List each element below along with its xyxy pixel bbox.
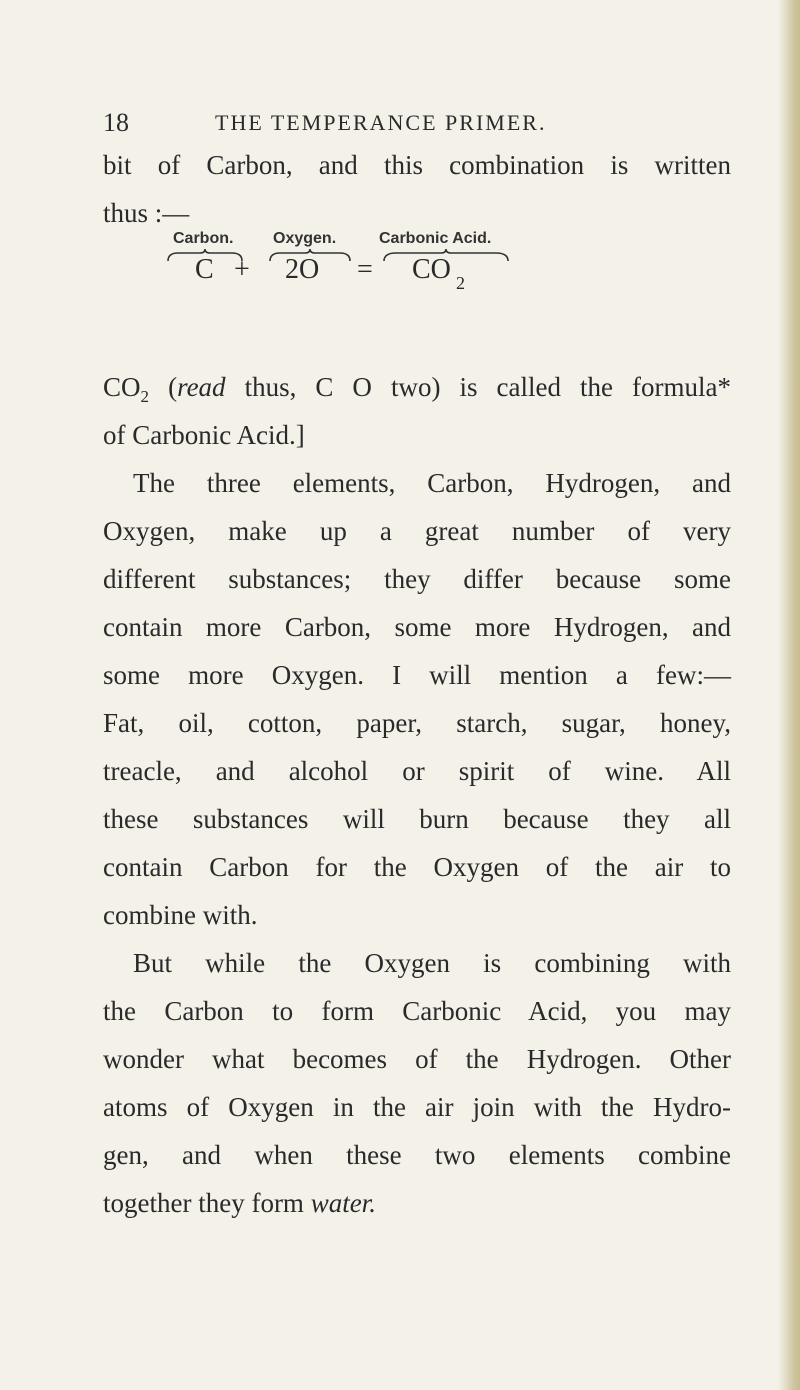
text-line: The three elements, Carbon, Hydrogen, and	[133, 468, 731, 498]
formula-subscript: 2	[140, 387, 150, 406]
text-line: bit of Carbon, and this combination is written	[103, 150, 731, 180]
body-text	[103, 363, 731, 1227]
text-line: Oxygen, make up a great number of very	[103, 516, 731, 546]
formula-line: $CO_2$ (read thus, C O two) is called the formula*	[103, 372, 732, 406]
text-line: Fat, oil, cotton, paper, starch, sugar, honey,	[103, 708, 731, 738]
page-edge-shadow	[778, 0, 800, 1390]
italic-water: water.	[310, 1188, 376, 1218]
text-line: these substances will burn because they all	[103, 804, 731, 834]
formula-co: CO	[103, 372, 141, 402]
text-line: wonder what becomes of the Hydrogen. Other	[103, 1044, 731, 1074]
page-number: 18	[103, 108, 129, 137]
text-line: combine with.	[103, 900, 258, 930]
text-line: some more Oxygen. I will mention a few:—	[103, 660, 731, 690]
text-line: atoms of Oxygen in the air join with the Hydro-	[103, 1092, 731, 1122]
equals-sign: =	[357, 254, 373, 285]
label-carbonic-acid: Carbonic Acid.	[379, 230, 492, 247]
text-line: thus :—	[103, 198, 190, 228]
label-carbon: Carbon.	[173, 230, 234, 247]
text-line: different substances; they differ because some	[103, 564, 731, 594]
text-line: contain more Carbon, some more Hydrogen, and	[103, 612, 731, 642]
italic-read: read	[177, 372, 226, 402]
text-line-final: together they form water.	[103, 1188, 376, 1218]
running-title: THE TEMPERANCE PRIMER.	[215, 110, 547, 135]
text-line: treacle, and alcohol or spirit of wine. All	[103, 756, 731, 786]
text-line: the Carbon to form Carbonic Acid, you may	[103, 996, 731, 1026]
text-line: But while the Oxygen is combining with	[133, 948, 731, 978]
plus-sign: +	[234, 254, 250, 285]
label-oxygen: Oxygen.	[273, 230, 337, 247]
intro-text	[103, 141, 731, 237]
term-product: CO	[412, 254, 451, 285]
text-line: of Carbonic Acid.]	[103, 420, 305, 450]
text-line: gen, and when these two elements combine	[103, 1140, 731, 1170]
product-subscript: 2	[456, 273, 465, 293]
text-line: contain Carbon for the Oxygen of the air to	[103, 852, 731, 882]
term-carbon: C	[195, 254, 214, 285]
term-oxygen: 2O	[285, 254, 320, 285]
